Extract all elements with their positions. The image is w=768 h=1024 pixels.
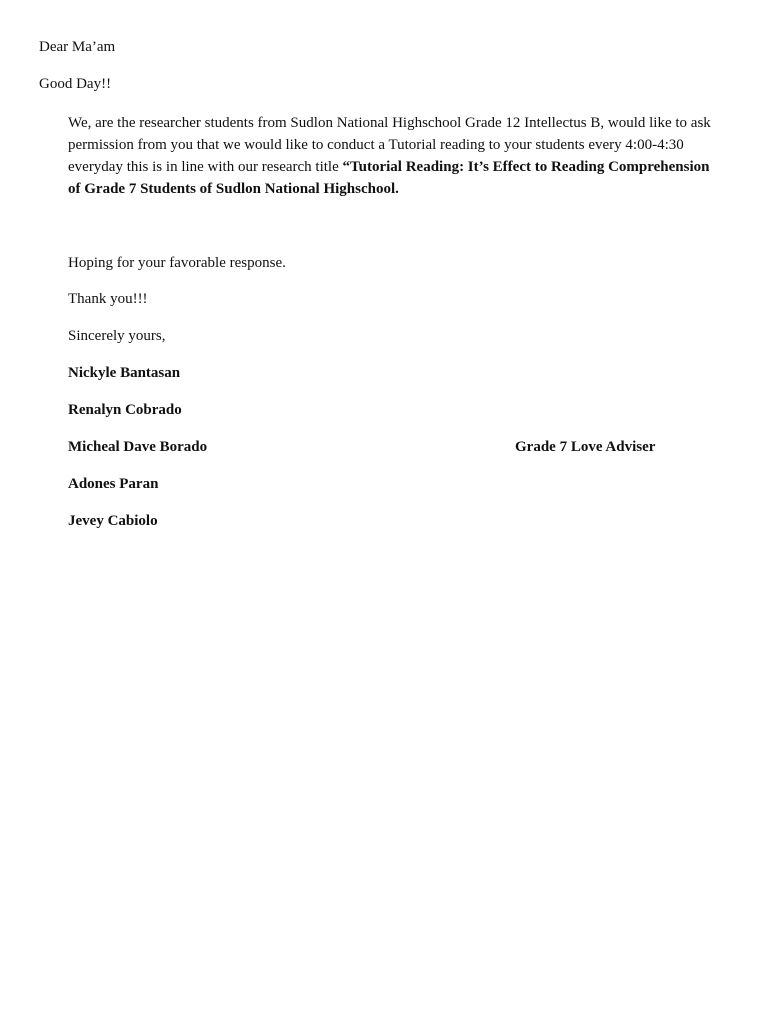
closing-line: Sincerely yours, [68, 328, 166, 344]
hoping-line: Hoping for your favorable response. [68, 255, 286, 271]
thanks-line: Thank you!!! [68, 291, 148, 307]
signatory-name: Jevey Cabiolo [68, 513, 158, 529]
signatory-name: Micheal Dave Borado [68, 439, 208, 455]
body-text: We, are the researcher students from Sudlon National Highschool Grade 12 Intellectus B, would like to ask permission from you that we would like to conduct a Tutorial reading to your students every 4:00-4:30 everyday this is in line with our research title [68, 115, 711, 175]
body-paragraph [68, 112, 723, 200]
salutation: Dear Ma’am [39, 39, 116, 55]
signatory-name: Renalyn Cobrado [68, 402, 182, 418]
signatory-name: Adones Paran [68, 476, 159, 492]
signatory-name: Nickyle Bantasan [68, 365, 181, 381]
greeting: Good Day!! [39, 76, 112, 92]
research-title: “Tutorial Reading: It’s Effect to Reading Comprehension of Grade 7 Students of Sudlon National Highschool. [68, 159, 710, 197]
recipient-label: Grade 7 Love Adviser [515, 439, 656, 455]
